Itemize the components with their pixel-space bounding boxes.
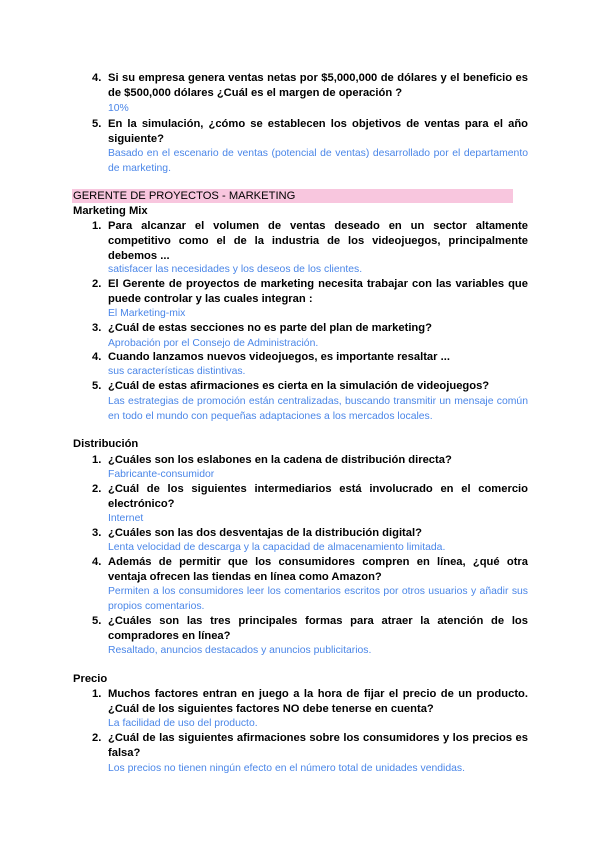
- question-item: [92, 219, 528, 264]
- question-text: Cuando lanzamos nuevos videojuegos, es importante resaltar ...: [108, 351, 450, 363]
- section-title: GERENTE DE PROYECTOS - MARKETING: [72, 189, 513, 203]
- question-item: [92, 379, 528, 394]
- question-text: ¿Cuáles son las tres principales formas para atraer la atención de los compradores en línea?: [108, 615, 528, 642]
- answer-text: Las estrategias de promoción están centralizadas, buscando transmitir un mensaje común en todo el mundo con pequeñas adaptaciones a los mercados locales.: [108, 396, 528, 422]
- answer-text: 10%: [108, 103, 129, 114]
- subsection-heading-marketing-mix: Marketing Mix: [73, 205, 148, 217]
- question-text: Muchos factores entran en juego a la hora de fijar el precio de un producto. ¿Cuál de los siguientes factores NO debe tenerse en cuenta?: [108, 688, 528, 715]
- question-text: ¿Cuál de los siguientes intermediarios está involucrado en el comercio electrónico?: [108, 483, 528, 510]
- question-item: [92, 526, 528, 541]
- question-text: Además de permitir que los consumidores compren en línea, ¿qué otra ventaja ofrecen las tiendas en línea como Amazon?: [108, 556, 528, 583]
- question-item: [92, 453, 528, 468]
- question-item: [92, 71, 528, 101]
- answer-text: Los precios no tienen ningún efecto en el número total de unidades vendidas.: [108, 763, 465, 774]
- subsection-heading-precio: Precio: [73, 673, 108, 685]
- question-item: [92, 117, 528, 147]
- question-number: 1.: [92, 688, 102, 700]
- question-item: [92, 614, 528, 644]
- subsection-heading-distribucion: Distribución: [73, 438, 139, 450]
- answer-text: Aprobación por el Consejo de Administración.: [108, 338, 319, 349]
- question-item: [92, 482, 528, 512]
- question-item: [92, 731, 528, 761]
- question-number: 5.: [92, 380, 102, 392]
- question-text: ¿Cuáles son los eslabones en la cadena de distribución directa?: [108, 454, 452, 466]
- question-number: 2.: [92, 278, 102, 290]
- answer-text: satisfacer las necesidades y los deseos de los clientes.: [108, 264, 363, 275]
- answer-text: Fabricante-consumidor: [108, 469, 215, 480]
- question-text: ¿Cuál de las siguientes afirmaciones sobre los consumidores y los precios es falsa?: [108, 732, 528, 759]
- question-item: [92, 555, 528, 585]
- question-text: En la simulación, ¿cómo se establecen los objetivos de ventas para el año siguiente?: [108, 118, 528, 145]
- answer-text: El Marketing-mix: [108, 308, 186, 319]
- question-number: 3.: [92, 527, 102, 539]
- question-number: 1.: [92, 454, 102, 466]
- answer-text: Resaltado, anuncios destacados y anuncios publicitarios.: [108, 645, 372, 656]
- answer-text: La facilidad de uso del producto.: [108, 718, 258, 729]
- question-text: ¿Cuál de estas secciones no es parte del plan de marketing?: [108, 322, 432, 334]
- question-number: 2.: [92, 732, 102, 744]
- question-number: 2.: [92, 483, 102, 495]
- question-text: Para alcanzar el volumen de ventas deseado en un sector altamente competitivo como el de la industria de los videojuegos, principalmente debemos ...: [108, 220, 528, 262]
- question-item: [92, 687, 528, 717]
- question-number: 4.: [92, 351, 102, 363]
- question-text: Si su empresa genera ventas netas por $5,000,000 de dólares y el beneficio es de $500,000 dólares ¿Cuál es el margen de operación ?: [108, 72, 528, 99]
- question-item: [92, 350, 528, 365]
- question-item: [92, 277, 528, 307]
- answer-text: Basado en el escenario de ventas (potencial de ventas) desarrollado por el departamento de marketing.: [108, 148, 528, 174]
- question-number: 5.: [92, 118, 102, 130]
- question-text: ¿Cuáles son las dos desventajas de la distribución digital?: [108, 527, 422, 539]
- answer-text: Lenta velocidad de descarga y la capacidad de almacenamiento limitada.: [108, 542, 446, 553]
- question-number: 5.: [92, 615, 102, 627]
- question-number: 3.: [92, 322, 102, 334]
- question-item: [92, 321, 528, 336]
- answer-text: Internet: [108, 513, 144, 524]
- question-text: ¿Cuál de estas afirmaciones es cierta en la simulación de videojuegos?: [108, 380, 490, 392]
- question-number: 4.: [92, 72, 102, 84]
- question-number: 1.: [92, 220, 102, 232]
- answer-text: Permiten a los consumidores leer los comentarios escritos por otros usuarios y añadir sus propios comentarios.: [108, 586, 528, 612]
- question-text: El Gerente de proyectos de marketing necesita trabajar con las variables que puede controlar y las cuales integran :: [108, 278, 528, 305]
- answer-text: sus características distintivas.: [108, 366, 246, 377]
- question-number: 4.: [92, 556, 102, 568]
